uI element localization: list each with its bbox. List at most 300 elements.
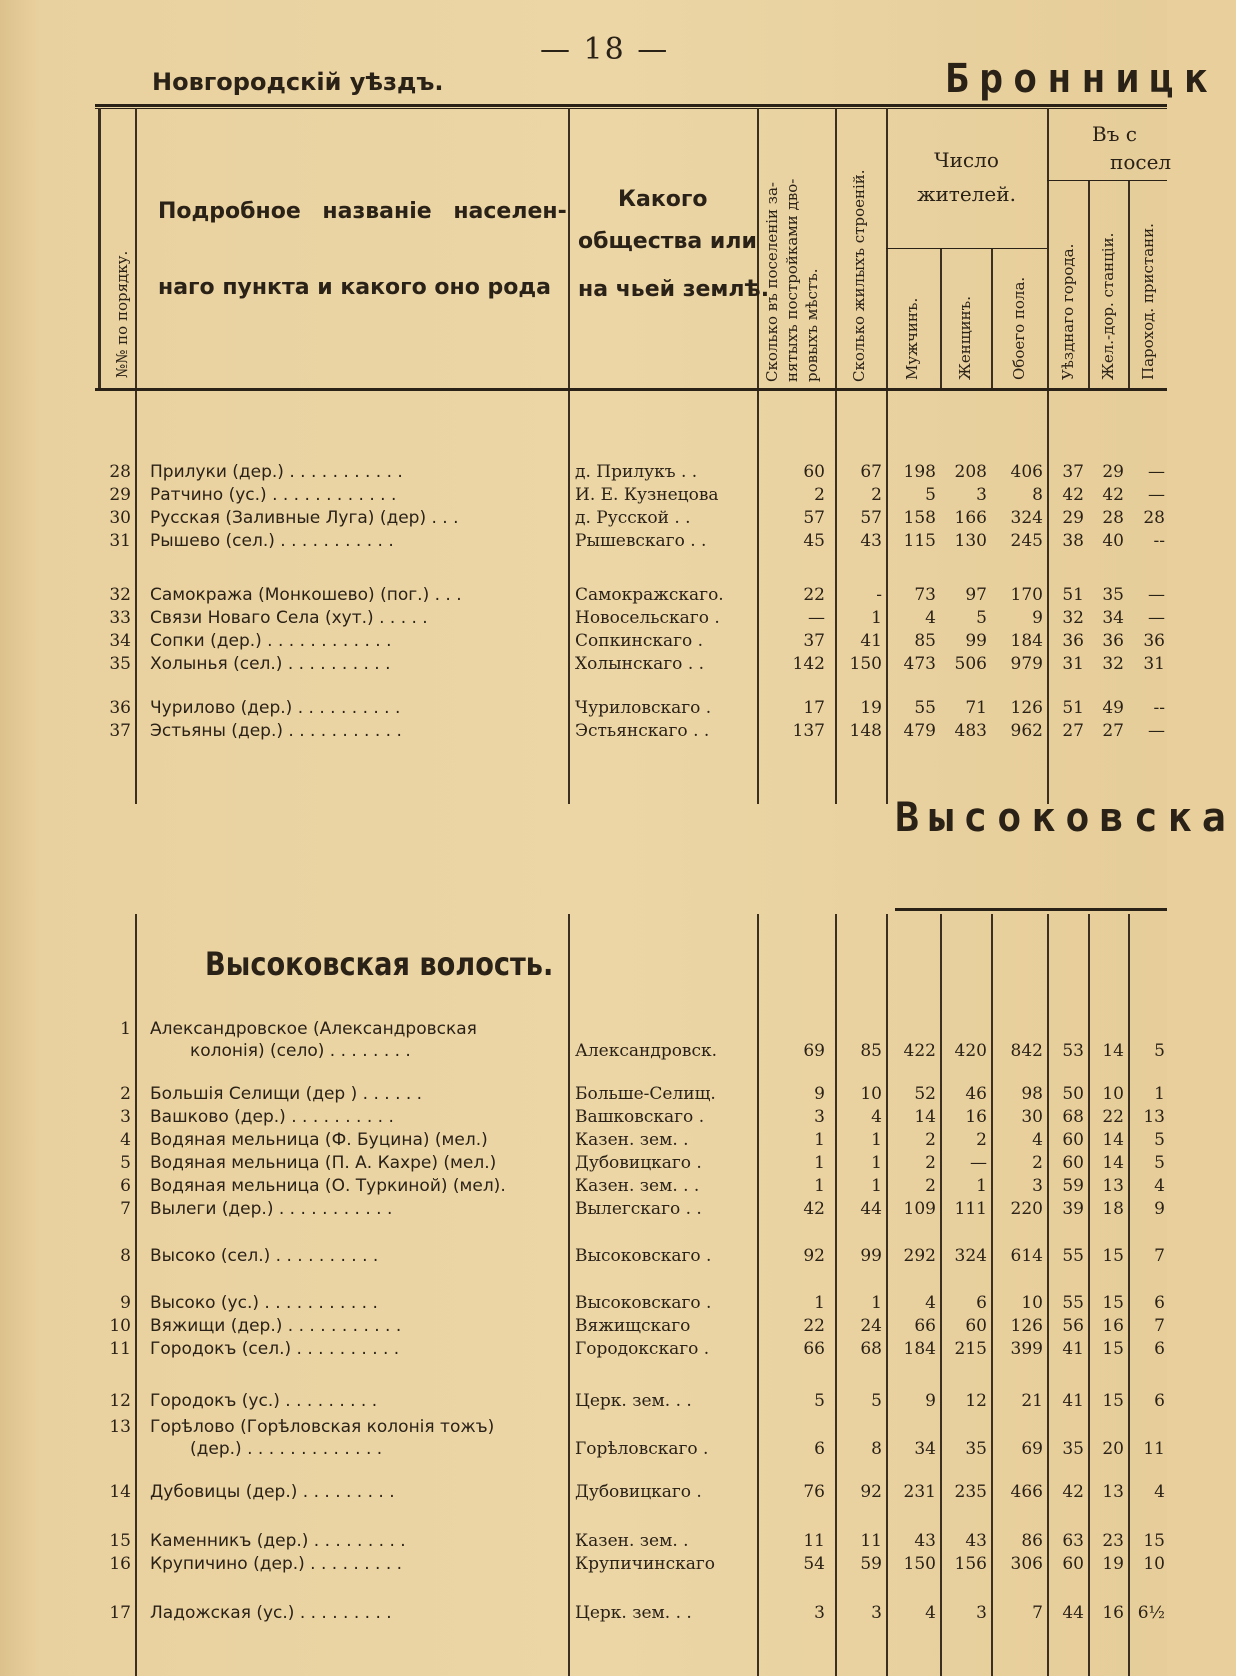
row-rail: 15 [1102,1339,1124,1359]
row-town: 31 [1062,654,1084,674]
row-number: 14 [109,1482,131,1502]
row-pier: 5 [1154,1041,1165,1061]
row-f: 16 [965,1107,987,1127]
row-f: 43 [965,1531,987,1551]
row-t: 10 [1021,1293,1043,1313]
row-pier: 5 [1154,1153,1165,1173]
row-society: Казен. зем. . . [575,1176,700,1196]
row-yards: 45 [803,531,825,551]
row-pier: 5 [1154,1130,1165,1150]
row-yards: 3 [814,1107,825,1127]
border-name [568,108,570,388]
row-pier: 9 [1154,1199,1165,1219]
row-town: 39 [1062,1199,1084,1219]
row-town: 60 [1062,1153,1084,1173]
row-f: 483 [954,721,987,741]
row-name: Дубовицы (дер.) . . . . . . . . . [150,1482,395,1502]
row-name: Связи Новаго Села (хут.) . . . . . [150,608,428,628]
volost-title: Высоковская волость. [205,945,554,983]
row-rail: 16 [1102,1316,1124,1336]
row-t: 126 [1010,698,1043,718]
row-t: 979 [1010,654,1043,674]
row-rail: 13 [1102,1482,1124,1502]
row-town: 27 [1062,721,1084,741]
row-number: 37 [109,721,131,741]
row-yards: 9 [814,1084,825,1104]
row-t: 98 [1021,1084,1043,1104]
row-town: 55 [1062,1293,1084,1313]
row-rail: 22 [1102,1107,1124,1127]
row-yards: 57 [803,508,825,528]
row-pier: 4 [1154,1482,1165,1502]
mid-heading-rule [895,908,1167,911]
row-pier: 4 [1154,1176,1165,1196]
row-town: 51 [1062,585,1084,605]
row-t: 86 [1021,1531,1043,1551]
row-f: 1 [976,1176,987,1196]
row-t: 245 [1010,531,1043,551]
header-col-rail: Жел.-дор. станціи. [1099,232,1117,380]
row-name: Городокъ (сел.) . . . . . . . . . . [150,1339,400,1359]
row-town: 55 [1062,1246,1084,1266]
row-t: 306 [1010,1554,1043,1574]
header-col-name-1: Подробное названіе населен- [158,199,567,224]
row-yards: 1 [814,1130,825,1150]
row-number: 3 [120,1107,131,1127]
row-yards: 42 [803,1199,825,1219]
row-yards: 76 [803,1482,825,1502]
row-yards: 22 [803,1316,825,1336]
row-name: Водяная мельница (О. Туркиной) (мел). [150,1176,506,1196]
row-number: 15 [109,1531,131,1551]
row-society: Высоковскаго . [575,1246,712,1266]
row-pier: 6 [1154,1293,1165,1313]
row-m: 85 [914,631,936,651]
row-number: 29 [109,485,131,505]
row-f: 5 [976,608,987,628]
header-col-society-3: на чьей землѣ. [578,277,770,302]
row-name: Горѣлово (Горѣловская колонія тожъ) [150,1417,495,1437]
row-town: 68 [1062,1107,1084,1127]
row-m: 4 [925,608,936,628]
row-society: Крупичинскаго [575,1554,716,1574]
row-town: 53 [1062,1041,1084,1061]
border-women [991,248,993,388]
row-bld: 57 [860,508,882,528]
row-f: 6 [976,1293,987,1313]
row-town: 44 [1062,1603,1084,1623]
row-pier: 6½ [1137,1603,1165,1623]
row-rail: 20 [1102,1439,1124,1459]
row-yards: 22 [803,585,825,605]
row-bld: 2 [871,485,882,505]
header-col-pier: Пароход. пристани. [1139,223,1157,380]
row-society: Больше-Селищ. [575,1084,716,1104]
row-t: 842 [1010,1041,1043,1061]
row-name: Городокъ (ус.) . . . . . . . . . [150,1391,378,1411]
row-name-cont: колонія) (село) . . . . . . . . [190,1041,411,1061]
row-bld: 3 [871,1603,882,1623]
row-yards: 5 [814,1391,825,1411]
row-f: 46 [965,1084,987,1104]
row-t: 8 [1032,485,1043,505]
row-name: Высоко (ус.) . . . . . . . . . . . [150,1293,378,1313]
row-bld: 1 [871,1293,882,1313]
volost-heading-bronnitsa: Бронницк [945,56,1218,102]
body1-border-name [568,391,570,804]
row-f: 35 [965,1439,987,1459]
row-bld: - [876,585,882,605]
row-m: 5 [925,485,936,505]
row-bld: 8 [871,1439,882,1459]
row-yards: 69 [803,1041,825,1061]
row-m: 4 [925,1603,936,1623]
header-group-residents-2: жителей. [917,182,1016,206]
row-m: 292 [903,1246,936,1266]
body2-border-no [135,914,137,1676]
row-m: 2 [925,1153,936,1173]
top-rule-thin [95,108,1167,109]
row-rail: 36 [1102,631,1124,651]
row-town: 32 [1062,608,1084,628]
row-rail: 10 [1102,1084,1124,1104]
row-t: 9 [1032,608,1043,628]
row-m: 4 [925,1293,936,1313]
row-t: 3 [1032,1176,1043,1196]
row-society: Горѣловскаго . [575,1439,709,1459]
row-name: Русская (Заливные Луга) (дер) . . . [150,508,459,528]
row-town: 51 [1062,698,1084,718]
row-pier: — [1148,608,1165,628]
row-bld: 44 [860,1199,882,1219]
row-number: 35 [109,654,131,674]
row-rail: 28 [1102,508,1124,528]
row-number: 8 [120,1246,131,1266]
row-town: 41 [1062,1339,1084,1359]
row-rail: 15 [1102,1391,1124,1411]
header-col-yards-2: нятыхъ постройками дво- [783,178,801,382]
row-pier: 6 [1154,1391,1165,1411]
row-society: Дубовицкаго . [575,1153,702,1173]
row-pier: 7 [1154,1246,1165,1266]
row-m: 473 [903,654,936,674]
row-rail: 16 [1102,1603,1124,1623]
row-society: Церк. зем. . . [575,1603,692,1623]
row-bld: 41 [860,631,882,651]
row-yards: 142 [792,654,825,674]
row-name: Самокража (Монкошево) (пог.) . . . [150,585,462,605]
row-rail: 18 [1102,1199,1124,1219]
row-number: 33 [109,608,131,628]
row-t: 2 [1032,1153,1043,1173]
row-t: 614 [1010,1246,1043,1266]
row-name: Вашково (дер.) . . . . . . . . . . [150,1107,394,1127]
row-t: 7 [1032,1603,1043,1623]
row-town: 36 [1062,631,1084,651]
row-pier: 28 [1143,508,1165,528]
row-m: 158 [903,508,936,528]
row-yards: 54 [803,1554,825,1574]
row-society: И. Е. Кузнецова [575,485,719,505]
row-number: 12 [109,1391,131,1411]
header-bottom-rule [95,388,1167,391]
row-t: 30 [1021,1107,1043,1127]
row-rail: 15 [1102,1293,1124,1313]
row-pier: 10 [1143,1554,1165,1574]
row-rail: 23 [1102,1531,1124,1551]
row-f: 215 [954,1339,987,1359]
row-f: 3 [976,485,987,505]
row-rail: 29 [1102,462,1124,482]
row-number: 6 [120,1176,131,1196]
row-society: Дубовицкаго . [575,1482,702,1502]
row-society: Вяжищскаго [575,1316,691,1336]
body2-border-name [568,914,570,1676]
row-number: 31 [109,531,131,551]
row-number: 30 [109,508,131,528]
row-rail: 14 [1102,1130,1124,1150]
row-rail: 13 [1102,1176,1124,1196]
row-rail: 34 [1102,608,1124,628]
row-rail: 19 [1102,1554,1124,1574]
row-town: 60 [1062,1130,1084,1150]
row-f: 506 [954,654,987,674]
row-m: 66 [914,1316,936,1336]
row-society: д. Русской . . [575,508,691,528]
row-name: Александровское (Александровская [150,1019,477,1039]
residents-sub-rule [886,248,1047,249]
row-name: Чурилово (дер.) . . . . . . . . . . [150,698,401,718]
row-m: 52 [914,1084,936,1104]
row-town: 60 [1062,1554,1084,1574]
row-pier: 15 [1143,1531,1165,1551]
border-town [1088,180,1090,388]
row-society: Эстьянскаго . . [575,721,710,741]
row-yards: 92 [803,1246,825,1266]
row-yards: 1 [814,1153,825,1173]
row-number: 36 [109,698,131,718]
row-number: 2 [120,1084,131,1104]
row-number: 17 [109,1603,131,1623]
header-col-both: Обоего пола. [1010,276,1028,380]
border-society [757,108,759,388]
row-m: 73 [914,585,936,605]
uezd-title: Новгородскій уѣздъ. [152,68,444,96]
volost-heading-vysokovo: Высоковска [895,795,1236,841]
row-number: 5 [120,1153,131,1173]
row-pier: -- [1153,531,1165,551]
header-col-yards-1: Сколько въ поселеніи за- [763,182,781,382]
row-bld: 4 [871,1107,882,1127]
row-m: 115 [903,531,936,551]
row-number: 28 [109,462,131,482]
row-society: Новосельскаго . [575,608,720,628]
row-bld: 19 [860,698,882,718]
row-pier: -- [1153,698,1165,718]
row-bld: 1 [871,608,882,628]
row-m: 34 [914,1439,936,1459]
row-society: Вашковскаго . [575,1107,705,1127]
header-col-town: Уѣзднаго города. [1059,243,1077,380]
row-society: Рышевскаго . . [575,531,707,551]
row-society: Казен. зем. . [575,1531,689,1551]
row-rail: 40 [1102,531,1124,551]
row-yards: 6 [814,1439,825,1459]
row-yards: 1 [814,1293,825,1313]
row-m: 2 [925,1130,936,1150]
row-pier: 31 [1143,654,1165,674]
row-t: 466 [1010,1482,1043,1502]
row-name: Эстьяны (дер.) . . . . . . . . . . . [150,721,402,741]
row-t: 184 [1010,631,1043,651]
row-f: — [970,1153,987,1173]
row-society: Вылегскаго . . [575,1199,702,1219]
row-name: Вяжищи (дер.) . . . . . . . . . . . [150,1316,402,1336]
row-name: Сопки (дер.) . . . . . . . . . . . . [150,631,392,651]
row-town: 41 [1062,1391,1084,1411]
row-name: Ладожская (ус.) . . . . . . . . . [150,1603,392,1623]
header-group-distance-1: Въ с [1092,122,1137,146]
border-no [135,108,137,388]
row-name: Холынья (сел.) . . . . . . . . . . [150,654,391,674]
row-town: 35 [1062,1439,1084,1459]
row-bld: 68 [860,1339,882,1359]
row-society: Церк. зем. . . [575,1391,692,1411]
row-rail: 35 [1102,585,1124,605]
row-pier: — [1148,485,1165,505]
row-number: 32 [109,585,131,605]
row-rail: 32 [1102,654,1124,674]
row-bld: 43 [860,531,882,551]
row-town: 42 [1062,1482,1084,1502]
row-name: Каменникъ (дер.) . . . . . . . . . [150,1531,406,1551]
row-f: 420 [954,1041,987,1061]
row-society: Казен. зем. . [575,1130,689,1150]
row-town: 37 [1062,462,1084,482]
row-pier: 13 [1143,1107,1165,1127]
row-town: 56 [1062,1316,1084,1336]
row-bld: 59 [860,1554,882,1574]
row-m: 150 [903,1554,936,1574]
border-yards [835,108,837,388]
header-col-society-1: Какого [618,187,708,212]
top-rule [95,104,1167,107]
row-yards: 60 [803,462,825,482]
row-name: Крупичино (дер.) . . . . . . . . . [150,1554,403,1574]
row-pier: 11 [1143,1439,1165,1459]
row-f: 111 [954,1199,987,1219]
row-society: Александровск. [575,1041,718,1061]
row-yards: 11 [803,1531,825,1551]
row-society: Высоковскаго . [575,1293,712,1313]
row-m: 231 [903,1482,936,1502]
row-bld: 5 [871,1391,882,1411]
header-col-name-2: наго пункта и какого оно рода [158,275,551,300]
row-yards: 1 [814,1176,825,1196]
row-m: 9 [925,1391,936,1411]
row-t: 170 [1010,585,1043,605]
row-society: Холынскаго . . [575,654,705,674]
row-town: 38 [1062,531,1084,551]
border-rail [1128,180,1130,388]
row-bld: 1 [871,1153,882,1173]
row-pier: 7 [1154,1316,1165,1336]
row-society: Сопкинскаго . [575,631,704,651]
row-f: 97 [965,585,987,605]
row-yards: 137 [792,721,825,741]
row-t: 69 [1021,1439,1043,1459]
row-number: 9 [120,1293,131,1313]
row-number: 16 [109,1554,131,1574]
row-name-cont: (дер.) . . . . . . . . . . . . . [190,1439,383,1459]
row-bld: 85 [860,1041,882,1061]
row-t: 21 [1021,1391,1043,1411]
row-yards: 3 [814,1603,825,1623]
row-number: 10 [109,1316,131,1336]
row-m: 184 [903,1339,936,1359]
row-f: 235 [954,1482,987,1502]
row-yards: 17 [803,698,825,718]
row-pier: — [1148,721,1165,741]
border-left [98,108,101,388]
row-rail: 15 [1102,1246,1124,1266]
row-name: Рышево (сел.) . . . . . . . . . . . [150,531,394,551]
row-pier: 6 [1154,1339,1165,1359]
row-bld: 148 [849,721,882,741]
row-f: 71 [965,698,987,718]
header-col-buildings: Сколько жилыхъ строеній. [850,169,868,382]
row-name: Высоко (сел.) . . . . . . . . . . [150,1246,379,1266]
border-men [940,248,942,388]
row-bld: 11 [860,1531,882,1551]
row-m: 55 [914,698,936,718]
header-group-distance-2: посел [1110,150,1172,174]
row-pier: — [1148,585,1165,605]
row-f: 60 [965,1316,987,1336]
row-name: Прилуки (дер.) . . . . . . . . . . . [150,462,403,482]
row-f: 3 [976,1603,987,1623]
row-society: д. Прилукъ . . [575,462,698,482]
row-rail: 42 [1102,485,1124,505]
row-number: 13 [109,1417,131,1437]
row-town: 29 [1062,508,1084,528]
row-pier: — [1148,462,1165,482]
row-bld: 92 [860,1482,882,1502]
row-f: 208 [954,462,987,482]
row-yards: — [808,608,825,628]
row-rail: 27 [1102,721,1124,741]
row-society: Самокражскаго. [575,585,724,605]
row-pier: 1 [1154,1084,1165,1104]
row-name: Большія Селищи (дер ) . . . . . . [150,1084,423,1104]
row-bld: 150 [849,654,882,674]
row-town: 50 [1062,1084,1084,1104]
row-yards: 66 [803,1339,825,1359]
row-f: 99 [965,631,987,651]
row-town: 42 [1062,485,1084,505]
row-f: 156 [954,1554,987,1574]
row-town: 59 [1062,1176,1084,1196]
row-town: 63 [1062,1531,1084,1551]
row-f: 130 [954,531,987,551]
row-t: 220 [1010,1199,1043,1219]
row-yards: 2 [814,485,825,505]
distance-sub-rule [1047,180,1167,181]
row-name: Вылеги (дер.) . . . . . . . . . . . [150,1199,393,1219]
row-rail: 14 [1102,1041,1124,1061]
row-bld: 1 [871,1176,882,1196]
header-col-yards-3: ровыхъ мѣстъ. [803,268,821,382]
